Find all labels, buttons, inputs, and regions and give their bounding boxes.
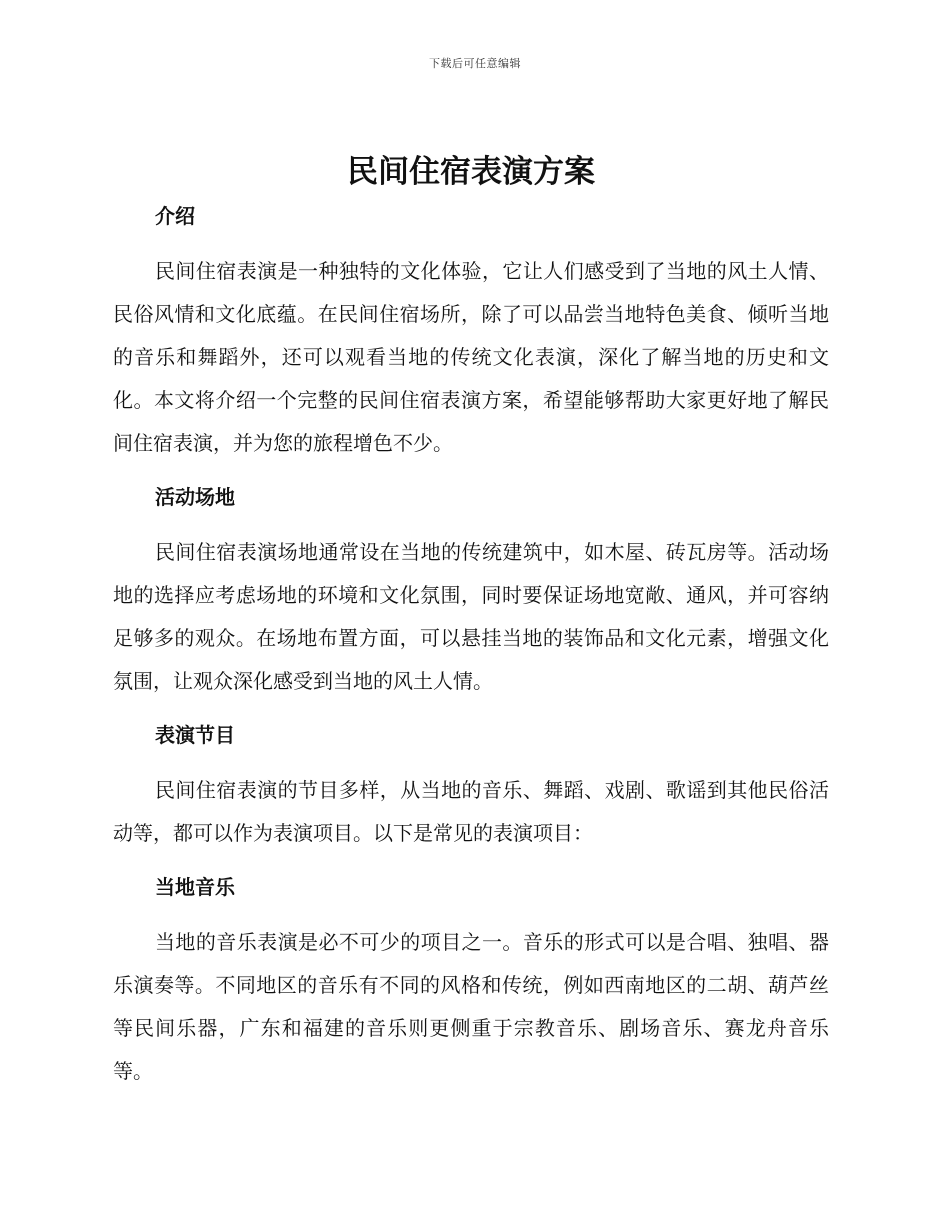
document-body <box>113 150 829 1111</box>
section-heading: 介绍 <box>155 204 195 228</box>
section-venue <box>113 483 829 703</box>
section-heading: 活动场地 <box>155 485 235 509</box>
section-paragraph: 当地的音乐表演是必不可少的项目之一。音乐的形式可以是合唱、独唱、器乐演奏等。不同地区的音乐有不同的风格和传统，例如西南地区的二胡、葫芦丝等民间乐器，广东和福建的音乐则更侧重于宗教音乐、剧场音乐、赛龙舟音乐等。 <box>113 930 829 1083</box>
section-paragraph: 民间住宿表演的节目多样，从当地的音乐、舞蹈、戏剧、歌谣到其他民俗活动等，都可以作为表演项目。以下是常见的表演项目： <box>113 778 829 845</box>
document-title: 民间住宿表演方案 <box>347 154 595 190</box>
section-introduction <box>113 202 829 465</box>
page-header-note: 下载后可任意编辑 <box>429 57 521 70</box>
section-heading: 当地音乐 <box>155 875 235 899</box>
section-paragraph: 民间住宿表演场地通常设在当地的传统建筑中，如木屋、砖瓦房等。活动场地的选择应考虑场地的环境和文化氛围，同时要保证场地宽敞、通风，并可容纳足够多的观众。在场地布置方面，可以悬挂当地的装饰品和文化元素，增强文化氛围，让观众深化感受到当地的风土人情。 <box>113 540 829 693</box>
section-paragraph: 民间住宿表演是一种独特的文化体验，它让人们感受到了当地的风土人情、民俗风情和文化底蕴。在民间住宿场所，除了可以品尝当地特色美食、倾听当地的音乐和舞蹈外，还可以观看当地的传统文化表演，深化了解当地的历史和文化。本文将介绍一个完整的民间住宿表演方案，希望能够帮助大家更好地了解民间住宿表演，并为您的旅程增色不少。 <box>113 259 829 455</box>
section-programs <box>113 721 829 855</box>
section-local-music <box>113 873 829 1093</box>
section-heading: 表演节目 <box>155 723 235 747</box>
